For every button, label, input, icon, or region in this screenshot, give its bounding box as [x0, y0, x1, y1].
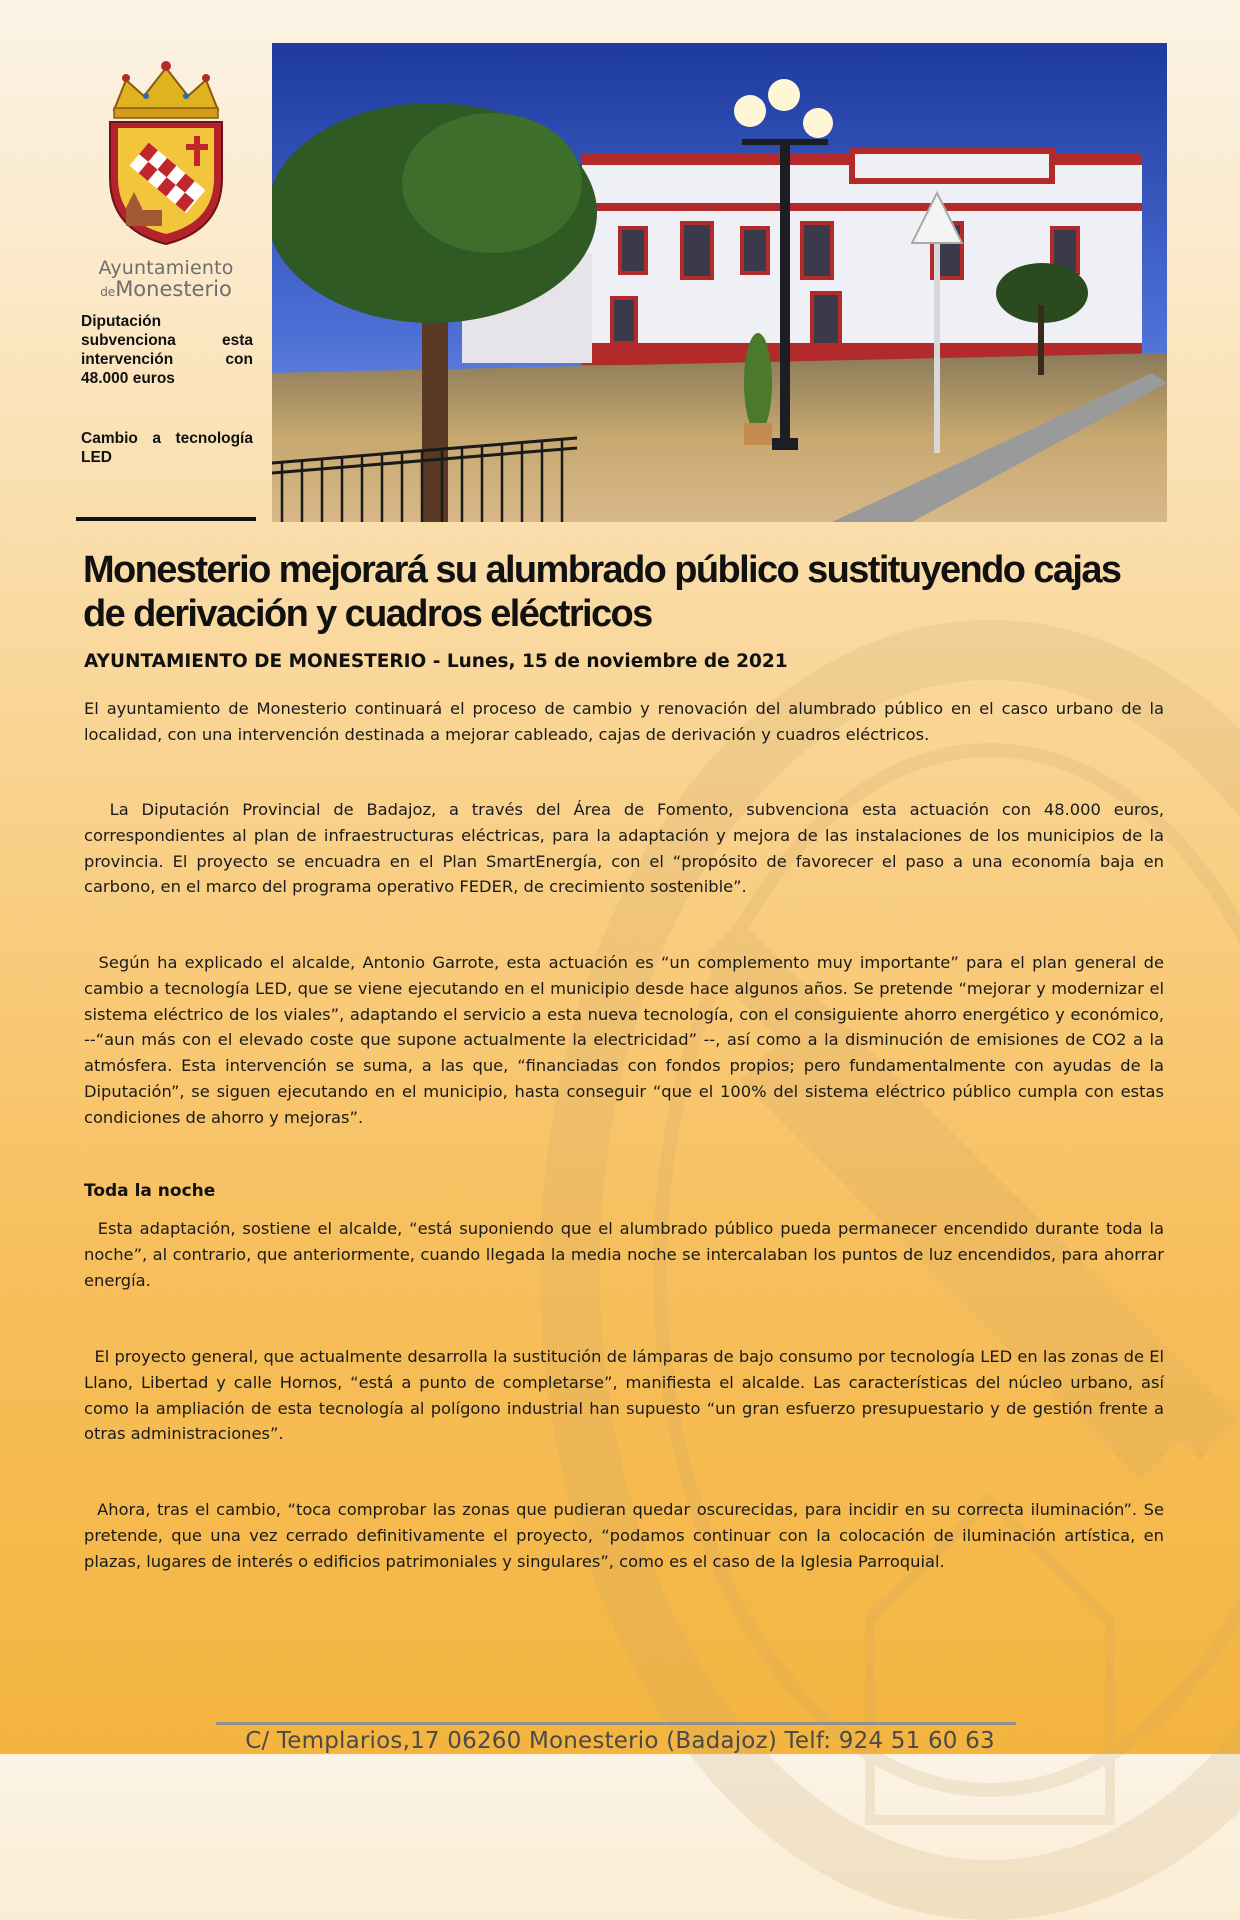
municipal-logo: [76, 58, 256, 300]
section-subhead: Toda la noche: [84, 1181, 216, 1201]
coat-of-arms-icon: [96, 58, 236, 248]
article-headline: Monesterio mejorará su alumbrado público sustituyendo cajas de derivación y cuadros eléctricos: [83, 549, 1121, 635]
town-square-photo: [272, 43, 1167, 522]
article-paragraph: Esta adaptación, sostiene el alcalde, “está suponiendo que el alumbrado público pueda permanecer encendido durante toda la noche”, al contrario, que anteriormente, cuando llegada la media noche se intercalaban los puntos de luz encendidos, para ahorrar energía.: [84, 1219, 1170, 1290]
logo-text-name: Monesterio: [115, 277, 232, 301]
article-paragraph: El proyecto general, que actualmente desarrolla la sustitución de lámparas de bajo consumo por tecnología LED en las zonas de El Llano, Libertad y calle Hornos, “está a punto de completarse”, manifiesta el alcalde. Las características del núcleo urbano, así como la ampliación de esta tecnología al polígono industrial han supuesto “un gran esfuerzo presupuestario y de gestión frente a otras administraciones”.: [84, 1347, 1170, 1444]
article-byline: AYUNTAMIENTO DE MONESTERIO - Lunes, 15 de noviembre de 2021: [84, 651, 788, 672]
sidebar-note-subsidy: Diputación subvenciona esta intervención con 48.000 euros: [81, 313, 253, 387]
article-paragraph: El ayuntamiento de Monesterio continuará el proceso de cambio y renovación del alumbrado público en el casco urbano de la localidad, con una intervención destinada a mejorar cableado, cajas de derivación y cuadros eléctricos.: [84, 699, 1164, 744]
article-paragraph: Según ha explicado el alcalde, Antonio Garrote, esta actuación es “un complemento muy importante” para el plan general de cambio a tecnología LED, que se viene ejecutando en el municipio desde hace algunos años. Se pretende “mejorar y modernizar el sistema eléctrico de los viales”, adaptando el servicio a esta nueva tecnología, con el consiguiente ahorro energético y económico, --“aun más con el elevado coste que supone actualmente la electricidad” --, así como a la disminución de emisiones de CO2 a la atmósfera. Esta intervención se suma, a las que, “financiadas con fondos propios; pero fundamentalmente con ayudas de la Diputación”, se siguen ejecutando en el municipio, hasta conseguir “que el 100% del sistema eléctrico público cumpla con estas condiciones de ahorro y mejoras”.: [84, 953, 1170, 1127]
sidebar-divider: [76, 517, 256, 521]
article-paragraph: Ahora, tras el cambio, “toca comprobar las zonas que pudieran quedar oscurecidas, para incidir en su correcta iluminación”. Se pretende, que una vez cerrado definitivamente el proyecto, “podamos continuar con la colocación de iluminación artística, en plazas, lugares de interés o edificios patrimoniales y singulares”, como es el caso de la Iglesia Parroquial.: [84, 1500, 1170, 1571]
footer-divider: [216, 1722, 1016, 1725]
logo-text-prefix: de: [100, 285, 116, 299]
sidebar-note-led: Cambio a tecnología LED: [81, 430, 253, 466]
article-paragraph: La Diputación Provincial de Badajoz, a través del Área de Fomento, subvenciona esta actuación con 48.000 euros, correspondientes al plan de infraestructuras eléctricas, para la adaptación y mejora de las instalaciones de los municipios de la provincia. El proyecto se encuadra en el Plan SmartEnergía, con el “propósito de favorecer el paso a una economía baja en carbono, en el marco del programa operativo FEDER, de crecimiento sostenible”.: [84, 800, 1170, 897]
logo-text-monesterio: [76, 279, 256, 300]
logo-text-ayuntamiento: Ayuntamiento: [98, 257, 234, 279]
footer-address: C/ Templarios,17 06260 Monesterio (Badajoz) Telf: 924 51 60 63: [245, 1728, 995, 1754]
town-square-photo-icon: [272, 43, 1167, 522]
